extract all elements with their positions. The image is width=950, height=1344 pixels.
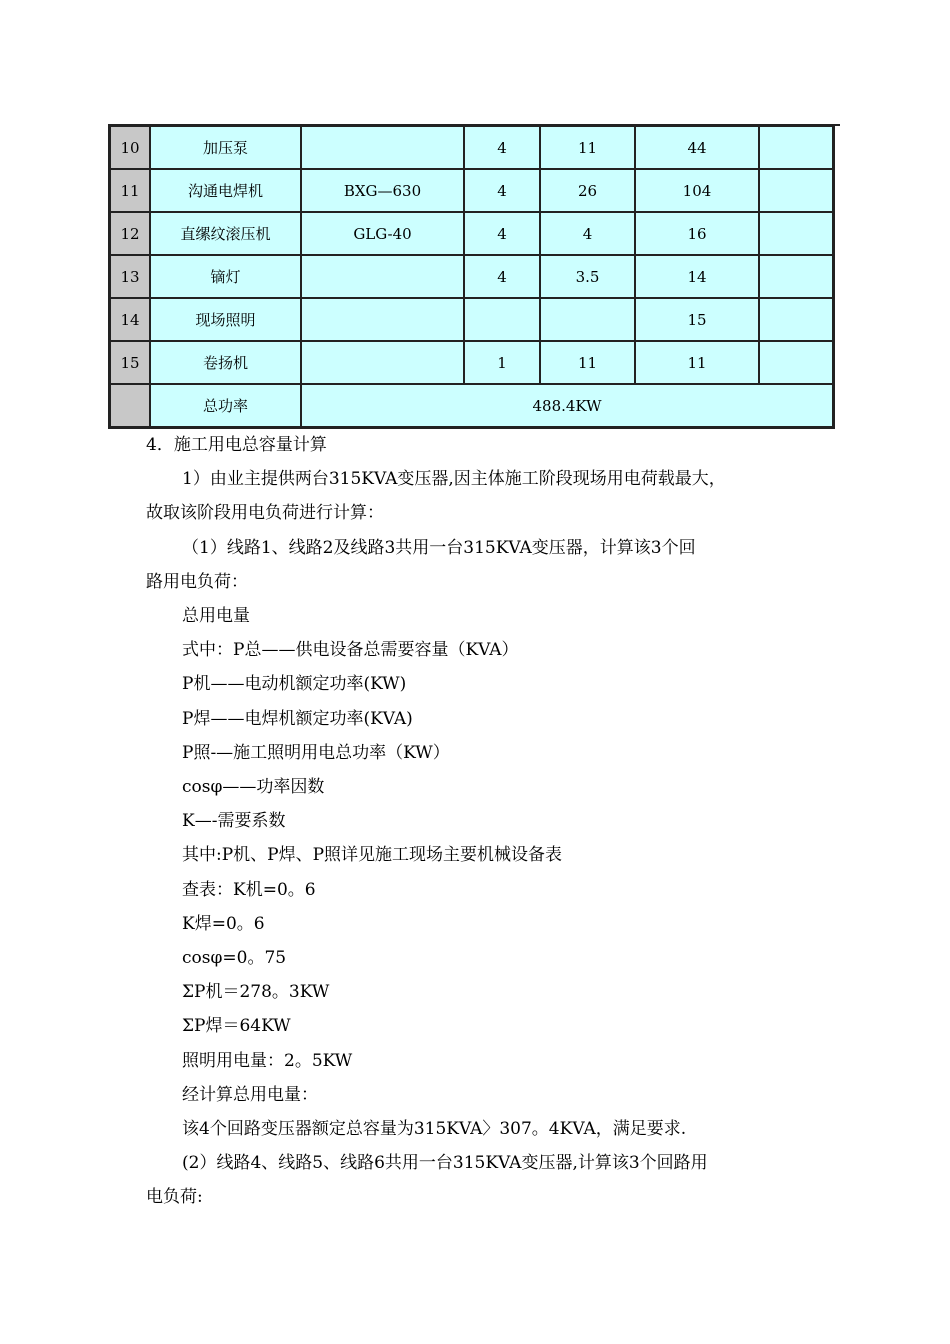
paragraph-line: K焊=0。6 (182, 913, 265, 934)
paragraph-line: cosφ——功率因数 (182, 777, 325, 798)
section-heading: 4．施工用电总容量计算 (146, 435, 327, 455)
table-row (110, 341, 833, 384)
paragraph-line: 路用电负荷： (146, 571, 248, 592)
quantity-cell: 4 (464, 212, 540, 255)
equipment-name-cell: 直缧纹滚压机 (150, 212, 301, 255)
model-cell (301, 341, 464, 384)
equipment-name-cell: 现场照明 (150, 298, 301, 341)
subtotal-power-cell: 14 (635, 255, 759, 298)
table-row (110, 255, 833, 298)
total-index-cell (110, 384, 150, 427)
model-cell (301, 255, 464, 298)
unit-power-cell: 3.5 (540, 255, 635, 298)
quantity-cell: 4 (464, 126, 540, 169)
paragraph-line: 故取该阶段用电负荷进行计算： (146, 503, 384, 524)
note-cell (759, 255, 833, 298)
table-row (110, 298, 833, 341)
paragraph-line: (2）线路4、线路5、线路6共用一台315KVA变压器,计算该3个回路用 (182, 1153, 708, 1174)
paragraph-line: ΣP机＝278。3KW (182, 982, 330, 1003)
paragraph-line: 该4个回路变压器额定总容量为315KVA〉307。4KVA，满足要求. (182, 1119, 687, 1140)
model-cell: BXG—630 (301, 169, 464, 212)
unit-power-cell: 11 (540, 341, 635, 384)
unit-power-cell: 11 (540, 126, 635, 169)
document-body (146, 428, 826, 1215)
paragraph-line: 总用电量 (182, 606, 250, 627)
paragraph-line: P照-—施工照明用电总功率（KW） (182, 742, 450, 763)
paragraph-line: P焊——电焊机额定功率(KVA) (182, 708, 413, 729)
note-cell (759, 298, 833, 341)
paragraph-line: cosφ=0。75 (182, 948, 287, 969)
table-row (110, 126, 833, 169)
subtotal-power-cell: 44 (635, 126, 759, 169)
total-value: 488.4KW (301, 384, 833, 427)
total-row (110, 384, 833, 427)
paragraph-line: P机——电动机额定功率(KW) (182, 674, 407, 695)
row-index-cell: 13 (110, 255, 150, 298)
row-index-cell: 10 (110, 126, 150, 169)
row-index-cell: 14 (110, 298, 150, 341)
table-row (110, 212, 833, 255)
equipment-table (108, 124, 835, 429)
equipment-table-body (110, 126, 833, 384)
note-cell (759, 341, 833, 384)
note-cell (759, 212, 833, 255)
paragraph-line: 经计算总用电量： (182, 1084, 318, 1105)
quantity-cell: 4 (464, 169, 540, 212)
row-index-cell: 12 (110, 212, 150, 255)
subtotal-power-cell: 104 (635, 169, 759, 212)
paragraph-line: 其中:P机、P焊、P照详见施工现场主要机械设备表 (182, 845, 563, 866)
model-cell (301, 126, 464, 169)
quantity-cell: 4 (464, 255, 540, 298)
table-row (110, 169, 833, 212)
paragraph-line: K—-需要系数 (182, 811, 286, 832)
paragraph-line: 式中：P总——供电设备总需要容量（KVA） (182, 640, 519, 661)
paragraph-line: （1）线路1、线路2及线路3共用一台315KVA变压器，计算该3个回 (182, 537, 696, 558)
quantity-cell (464, 298, 540, 341)
paragraph-line: 电负荷: (146, 1187, 203, 1208)
paragraph-line: 查表：K机=0。6 (182, 879, 316, 900)
subtotal-power-cell: 16 (635, 212, 759, 255)
unit-power-cell (540, 298, 635, 341)
paragraph-line: 照明用电量：2。5KW (182, 1050, 353, 1071)
quantity-cell: 1 (464, 341, 540, 384)
model-cell (301, 298, 464, 341)
equipment-name-cell: 卷扬机 (150, 341, 301, 384)
paragraph-line: ΣP焊＝64KW (182, 1016, 291, 1037)
equipment-name-cell: 加压泵 (150, 126, 301, 169)
equipment-table-container (108, 124, 835, 429)
note-cell (759, 169, 833, 212)
row-index-cell: 11 (110, 169, 150, 212)
total-label: 总功率 (150, 384, 301, 427)
subtotal-power-cell: 11 (635, 341, 759, 384)
unit-power-cell: 26 (540, 169, 635, 212)
paragraph-line: 1）由业主提供两台315KVA变压器,因主体施工阶段现场用电荷载最大， (182, 469, 726, 490)
unit-power-cell: 4 (540, 212, 635, 255)
model-cell: GLG-40 (301, 212, 464, 255)
row-index-cell: 15 (110, 341, 150, 384)
note-cell (759, 126, 833, 169)
equipment-name-cell: 镝灯 (150, 255, 301, 298)
equipment-name-cell: 沟通电焊机 (150, 169, 301, 212)
subtotal-power-cell: 15 (635, 298, 759, 341)
